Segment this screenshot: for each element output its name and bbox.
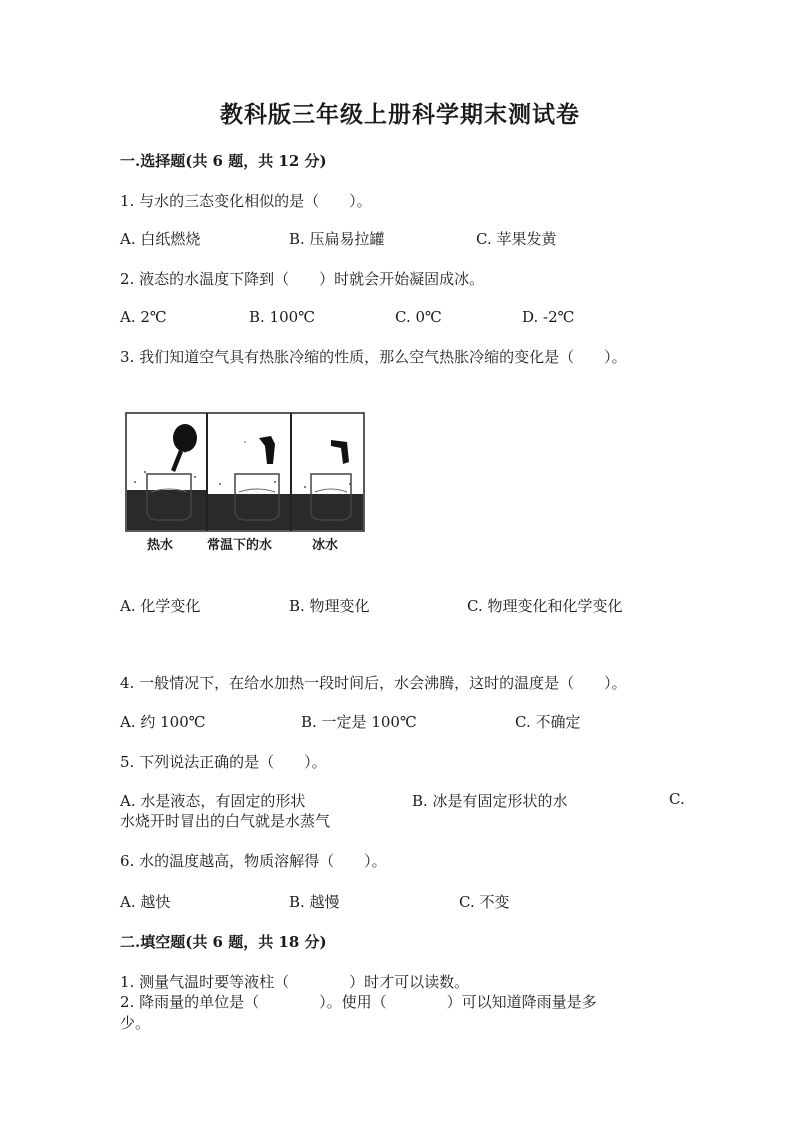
question-2: 2. 液态的水温度下降到（ ）时就会开始凝固成冰。	[120, 270, 485, 288]
question-3: 3. 我们知道空气具有热胀冷缩的性质，那么空气热胀冷缩的变化是（ ）。	[120, 348, 627, 366]
section-heading-choice: 一.选择题(共 6 题，共 12 分)	[120, 152, 327, 170]
fill-question-2-cont: 少。	[120, 1014, 151, 1032]
q5-option-c: C.	[669, 790, 685, 808]
q2-option-c: C. 0℃	[395, 308, 442, 326]
q2-option-d: D. -2℃	[522, 308, 575, 326]
q3-option-b: B. 物理变化	[289, 597, 370, 615]
q3-option-a: A. 化学变化	[120, 597, 201, 615]
q4-option-b: B. 一定是 100℃	[301, 713, 417, 731]
q6-option-a: A. 越快	[120, 893, 171, 911]
figure-label-ice-water: 冰水	[312, 538, 339, 553]
q6-option-b: B. 越慢	[289, 893, 340, 911]
q5-option-c-text: 水烧开时冒出的白气就是水蒸气	[120, 812, 331, 830]
q3-option-c: C. 物理变化和化学变化	[467, 597, 623, 615]
q6-option-c: C. 不变	[459, 893, 510, 911]
q5-option-a: A. 水是液态，有固定的形状	[120, 792, 306, 810]
fill-question-1: 1. 测量气温时要等液柱（ ）时才可以读数。	[120, 973, 470, 991]
question-5: 5. 下列说法正确的是（ ）。	[120, 753, 327, 771]
q1-option-b: B. 压扁易拉罐	[289, 230, 385, 248]
question-4: 4. 一般情况下，在给水加热一段时间后，水会沸腾，这时的温度是（ ）。	[120, 674, 627, 692]
section-heading-fill: 二.填空题(共 6 题，共 18 分)	[120, 933, 327, 951]
balloon-experiment-figure	[125, 412, 365, 557]
fill-question-2: 2. 降雨量的单位是（ ）。使用（ ）可以知道降雨量是多	[120, 993, 597, 1011]
question-1: 1. 与水的三态变化相似的是（ ）。	[120, 192, 372, 210]
q5-option-b: B. 冰是有固定形状的水	[412, 792, 568, 810]
page-title: 教科版三年级上册科学期末测试卷	[220, 101, 580, 128]
q1-option-a: A. 白纸燃烧	[120, 230, 201, 248]
q4-option-c: C. 不确定	[515, 713, 581, 731]
figure-label-hot-water: 热水	[147, 538, 174, 553]
figure-label-room-temp-water: 常温下的水	[207, 538, 273, 553]
q4-option-a: A. 约 100℃	[120, 713, 206, 731]
q2-option-a: A. 2℃	[120, 308, 167, 326]
q1-option-c: C. 苹果发黄	[476, 230, 557, 248]
question-6: 6. 水的温度越高，物质溶解得（ ）。	[120, 852, 387, 870]
q2-option-b: B. 100℃	[249, 308, 315, 326]
